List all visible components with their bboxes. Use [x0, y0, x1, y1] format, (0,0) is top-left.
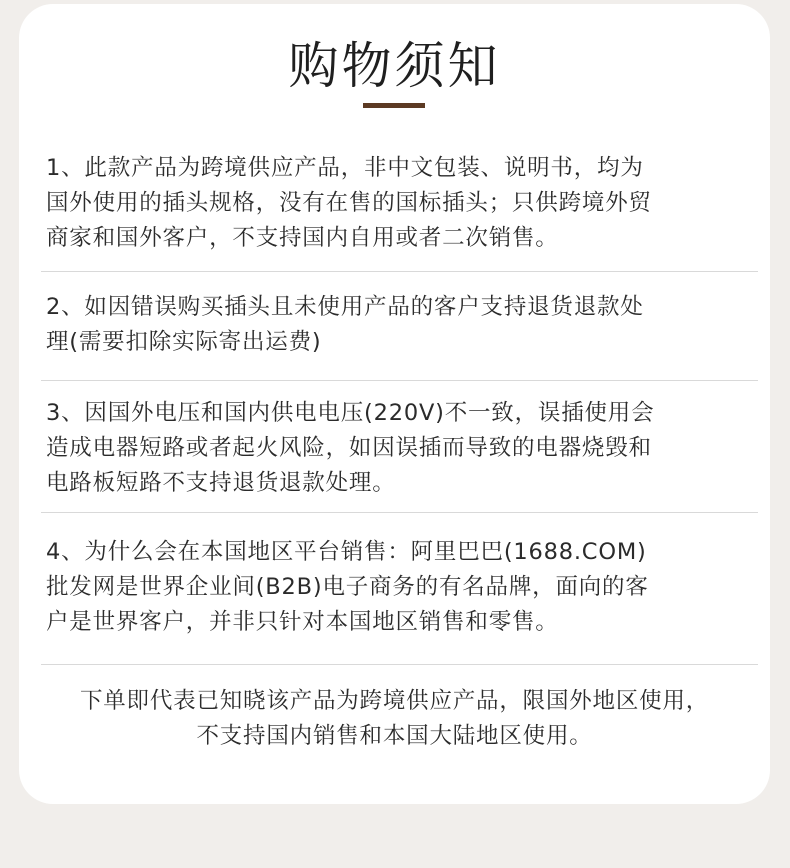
footer-note [19, 684, 770, 754]
notice-item-3-line-2: 造成电器短路或者起火风险，如因误插而导致的电器烧毁和 [46, 435, 652, 461]
notice-item-4-line-1: 4、为什么会在本国地区平台销售：阿里巴巴(1688.COM) [46, 539, 647, 565]
divider [41, 380, 758, 381]
notice-item-2 [46, 290, 746, 360]
notice-item-2-line-1: 2、如因错误购买插头且未使用产品的客户支持退货退款处 [46, 294, 644, 320]
notice-item-3-line-1: 3、因国外电压和国内供电电压(220V)不一致，误插使用会 [46, 400, 655, 426]
notice-card [19, 4, 770, 804]
notice-item-1-line-1: 1、此款产品为跨境供应产品，非中文包装、说明书，均为 [46, 155, 644, 181]
notice-item-4 [46, 535, 746, 640]
divider [41, 664, 758, 665]
notice-item-3-line-3: 电路板短路不支持退货退款处理。 [46, 470, 396, 496]
page-title: 购物须知 [288, 37, 501, 95]
notice-item-3 [46, 396, 746, 501]
divider [41, 271, 758, 272]
notice-item-4-line-2: 批发网是世界企业间(B2B)电子商务的有名品牌，面向的客 [46, 574, 649, 600]
notice-item-1-line-2: 国外使用的插头规格，没有在售的国标插头；只供跨境外贸 [46, 190, 652, 216]
divider [41, 512, 758, 513]
notice-item-4-line-3: 户是世界客户，并非只针对本国地区销售和零售。 [46, 609, 559, 635]
footer-note-line-1: 下单即代表已知晓该产品为跨境供应产品，限国外地区使用， [79, 688, 710, 714]
notice-item-1-line-3: 商家和国外客户，不支持国内自用或者二次销售。 [46, 225, 559, 251]
notice-item-2-line-2: 理(需要扣除实际寄出运费) [46, 329, 322, 355]
notice-item-1 [46, 151, 746, 256]
title-underline [363, 103, 425, 108]
footer-note-line-2: 不支持国内销售和本国大陆地区使用。 [196, 723, 593, 749]
